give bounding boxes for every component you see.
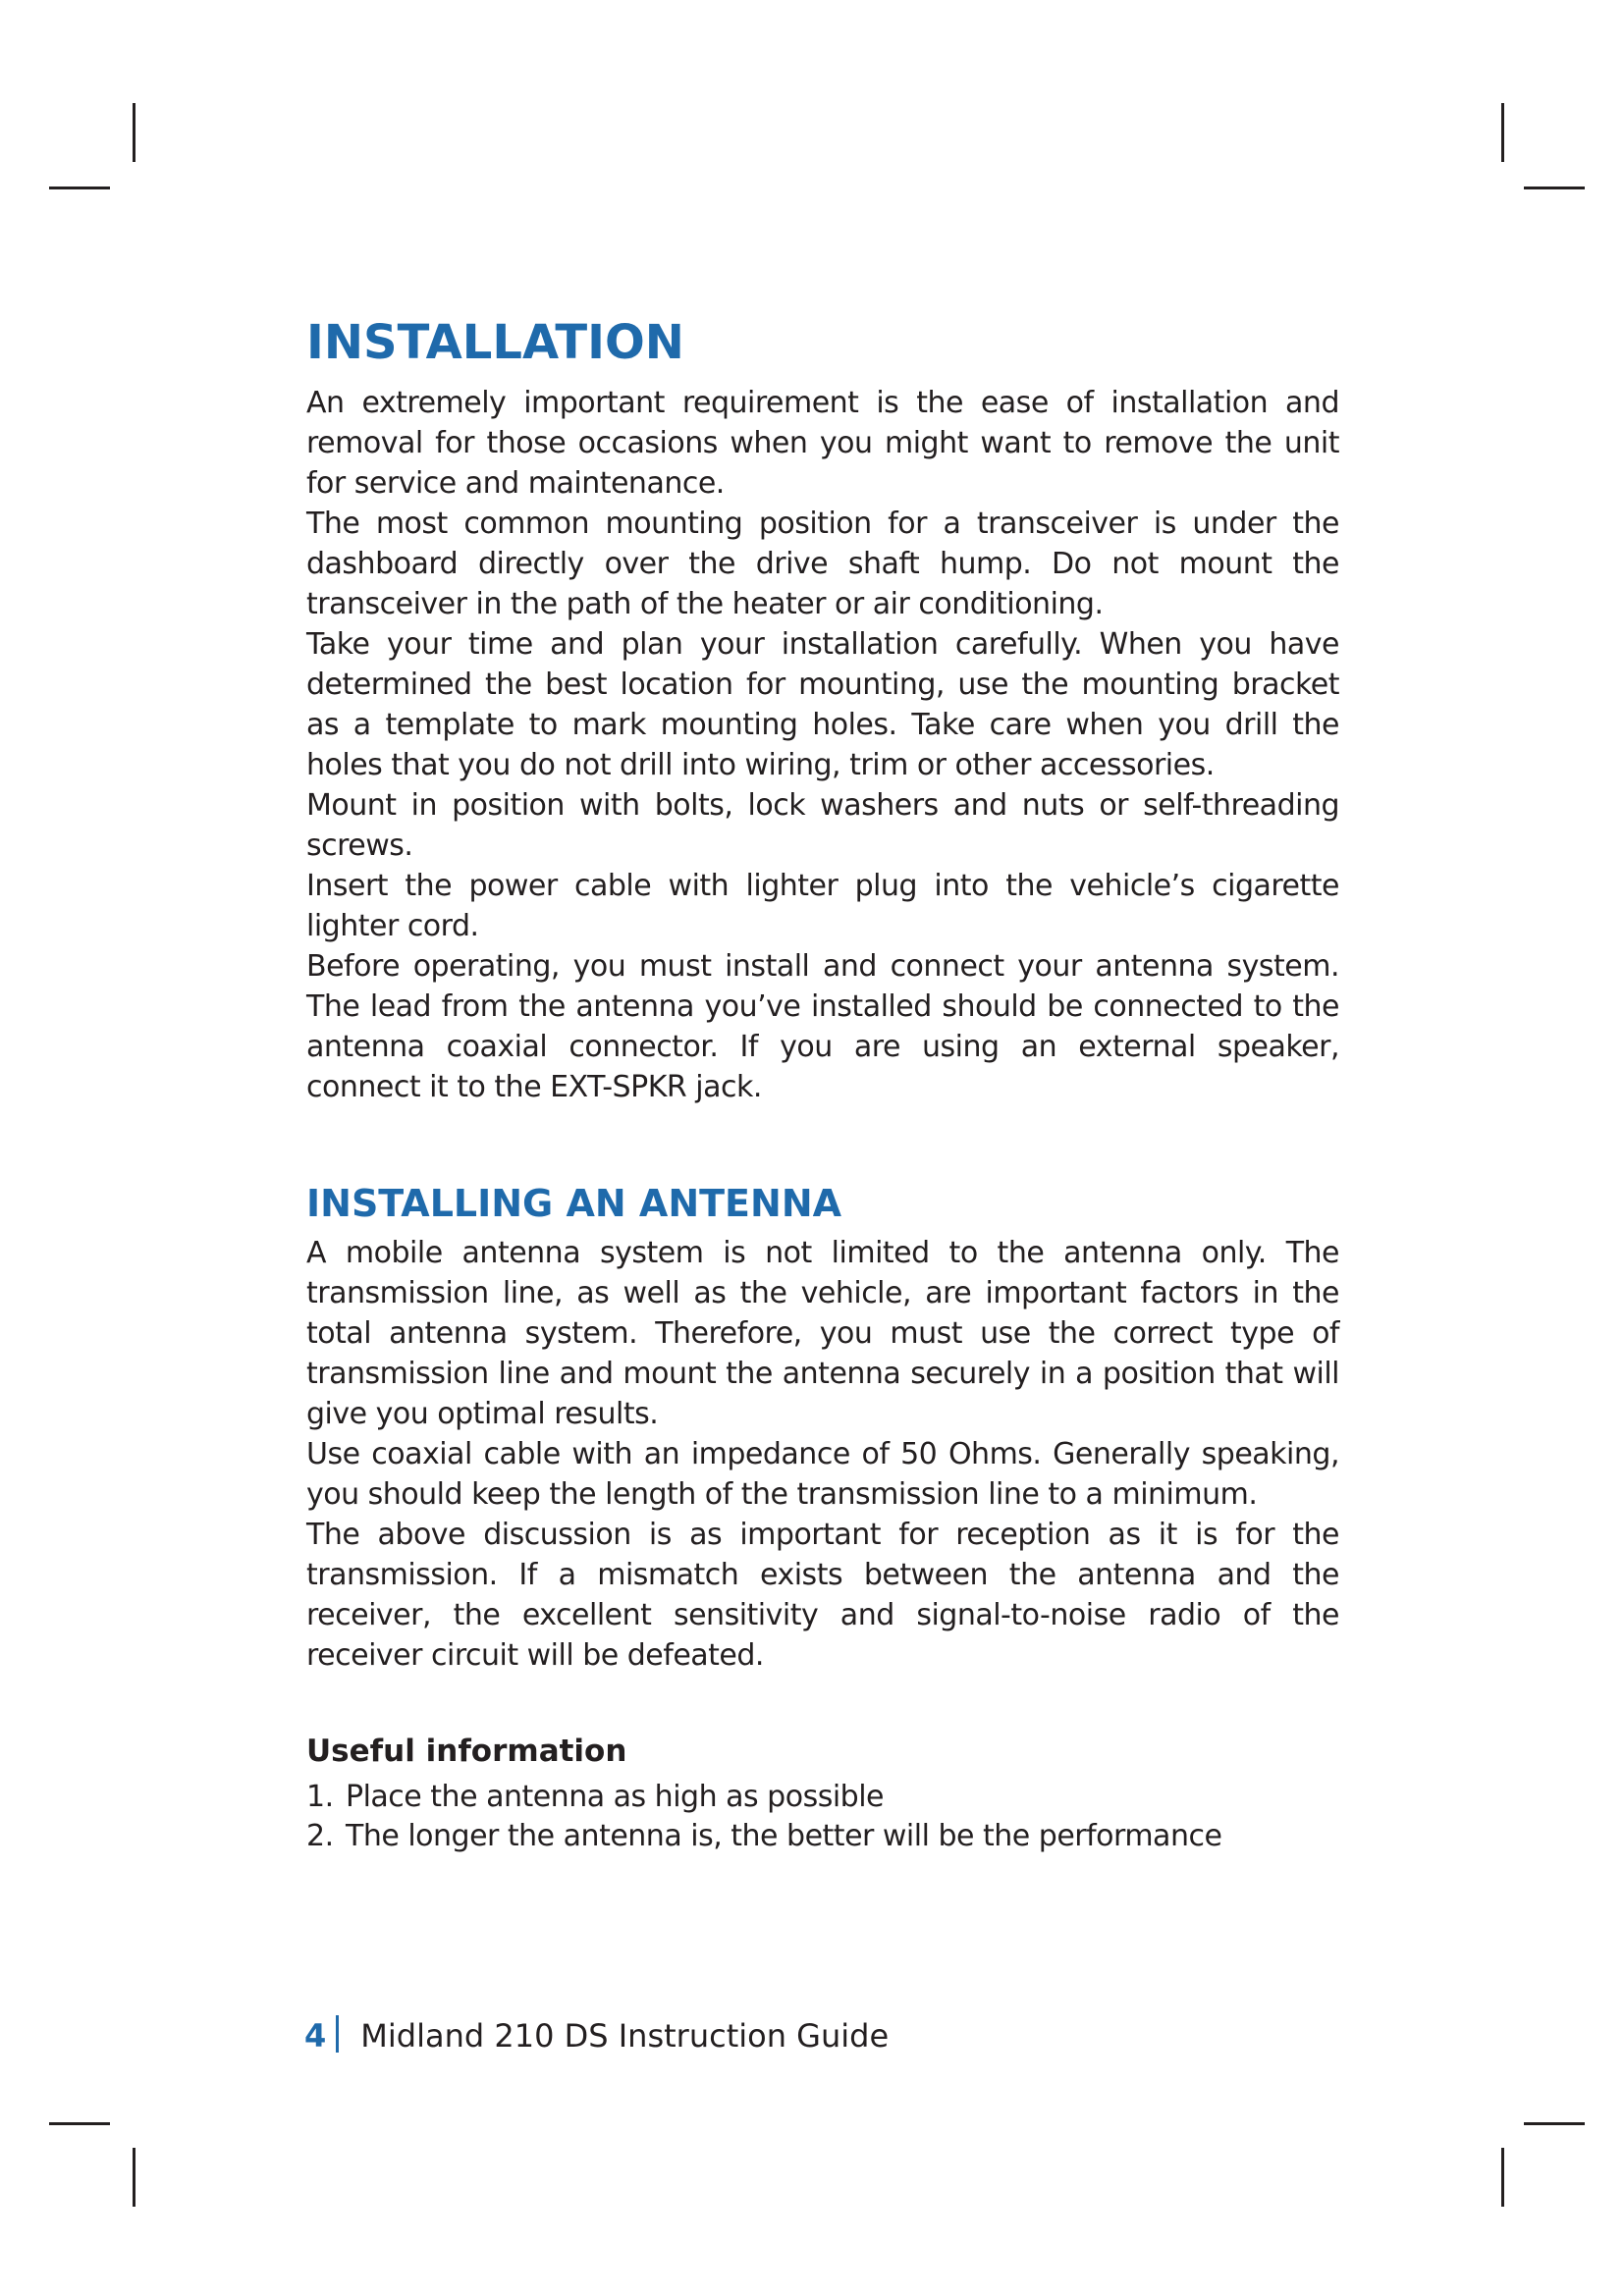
crop-mark-top-right-vertical [1501, 103, 1504, 162]
installation-paragraph: Take your time and plan your installation carefully. When you have determined the best location for mounting, use the mounting bracket as a template to mark mounting holes. Take care when you drill the holes that you do not drill into wiring, trim or other accessories. [306, 627, 1339, 782]
installation-paragraph: An extremely important requirement is the ease of installation and removal for those occasions when you might want to remove the unit for service and maintenance. [306, 386, 1339, 501]
crop-mark-bottom-right-horizontal [1524, 2122, 1585, 2125]
useful-information-list [306, 1778, 1339, 1856]
page-content [306, 312, 1339, 1856]
installation-section [306, 312, 1339, 1107]
list-item-text: The longer the antenna is, the better will be the performance [346, 1819, 1222, 1853]
list-item-number: 1. [306, 1780, 334, 1814]
crop-mark-top-right-horizontal [1524, 187, 1585, 189]
list-item [306, 1817, 1339, 1856]
installation-paragraph: The most common mounting position for a transceiver is under the dashboard directly over the drive shaft hump. Do not mount the transceiver in the path of the heater or air conditioning. [306, 507, 1339, 621]
installation-paragraph: Mount in position with bolts, lock washers and nuts or self-threading screws. [306, 788, 1339, 863]
useful-information-section [306, 1729, 1339, 1856]
crop-mark-bottom-left-horizontal [49, 2122, 110, 2125]
crop-mark-top-left-horizontal [49, 187, 110, 189]
page-footer [304, 2014, 889, 2057]
list-item-number: 2. [306, 1819, 334, 1853]
page-number: 4 [304, 2017, 327, 2055]
antenna-paragraph: The above discussion is as important for reception as it is for the transmission. If a mismatch exists between the antenna and the receiver, the excellent sensitivity and signal-to-noise radio of the receiver circuit will be defeated. [306, 1518, 1339, 1673]
list-item [306, 1778, 1339, 1817]
crop-mark-bottom-right-vertical [1501, 2148, 1504, 2207]
antenna-paragraph: A mobile antenna system is not limited to the antenna only. The transmission line, as well as the vehicle, are important factors in the total antenna system. Therefore, you must use the correct type of transmission line and mount the antenna securely in a position that will give you optimal results. [306, 1236, 1339, 1431]
installation-paragraph: Before operating, you must install and connect your antenna system. The lead from the antenna you’ve installed should be connected to the antenna coaxial connector. If you are using an external speaker, connect it to the EXT-SPKR jack. [306, 949, 1339, 1104]
footer-separator [336, 2015, 339, 2053]
list-item-text: Place the antenna as high as possible [346, 1780, 884, 1814]
useful-information-heading: Useful information [306, 1734, 627, 1769]
antenna-paragraph: Use coaxial cable with an impedance of 50 Ohms. Generally speaking, you should keep the length of the transmission line to a minimum. [306, 1437, 1339, 1512]
installation-paragraph: Insert the power cable with lighter plug into the vehicle’s cigarette lighter cord. [306, 869, 1339, 943]
crop-mark-top-left-vertical [133, 103, 135, 162]
guide-title: Midland 210 DS Instruction Guide [360, 2017, 890, 2055]
antenna-heading: INSTALLING AN ANTENNA [306, 1182, 842, 1225]
crop-mark-bottom-left-vertical [133, 2148, 135, 2207]
antenna-section [306, 1176, 1339, 1676]
installation-heading: INSTALLATION [306, 315, 684, 370]
